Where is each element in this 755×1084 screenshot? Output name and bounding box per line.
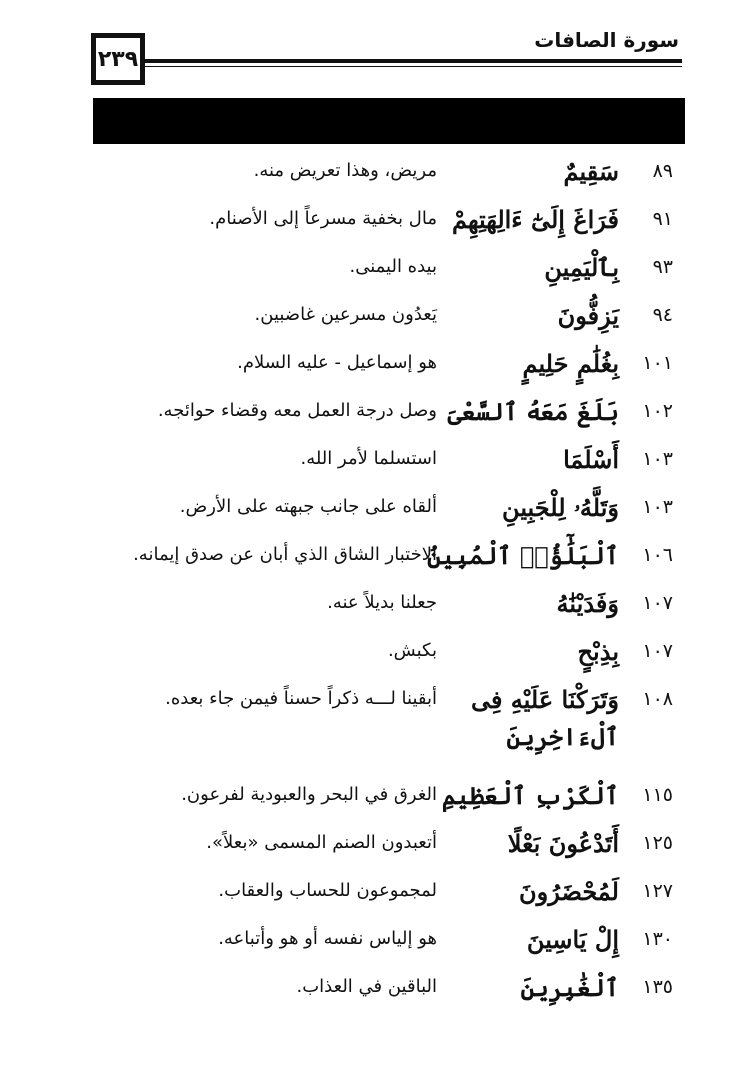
verse-number: ١٠٦ — [642, 544, 673, 566]
verse-number: ١٠٣ — [642, 448, 673, 470]
quran-word: أَسْلَمَا — [563, 445, 619, 474]
page-number: ٢٣٩ — [91, 33, 145, 85]
list-item — [0, 925, 755, 968]
verse-number: ٩٣ — [652, 256, 673, 278]
list-item — [0, 397, 755, 440]
verse-number: ١٠٢ — [642, 400, 673, 422]
word-meaning: مريض، وهذا تعريض منه. — [253, 160, 437, 181]
word-meaning: هو إلياس نفسه أو هو وأتباعه. — [218, 928, 437, 949]
verse-number: ١٠٧ — [642, 640, 673, 662]
quran-word: ٱلْغَٰبِرِينَ — [520, 973, 619, 1002]
quran-word: وَتَلَّهُۥ لِلْجَبِينِ — [502, 493, 619, 522]
word-meaning: بكبش. — [387, 640, 437, 661]
list-item — [0, 877, 755, 920]
list-item — [0, 445, 755, 488]
quran-word: وَفَدَيْنَٰهُ — [556, 589, 619, 618]
quran-word: بِذِبْحٍ — [577, 637, 619, 666]
surah-title: سورة الصافات — [534, 28, 679, 52]
list-item — [0, 685, 755, 768]
quran-word: ٱلْبَلَٰٓؤُا۟ ٱلْمُبِينُ — [427, 541, 619, 570]
quran-word: بِغُلَٰمٍ حَلِيمٍ — [522, 349, 619, 378]
list-item — [0, 349, 755, 392]
word-meaning: الباقين في العذاب. — [296, 976, 437, 997]
list-item — [0, 205, 755, 248]
list-item — [0, 157, 755, 200]
quran-word: ٱلْكَرْبِ ٱلْعَظِيمِ — [441, 781, 619, 810]
verse-number: ١٠٧ — [642, 592, 673, 614]
quran-word: يَزِفُّونَ — [557, 301, 619, 330]
word-meaning: بيده اليمنى. — [349, 256, 437, 277]
verse-number: ١١٥ — [642, 784, 673, 806]
quran-word: بِٱلْيَمِينِ — [544, 253, 619, 282]
verse-number: ١٢٥ — [642, 832, 673, 854]
verse-number: ٨٩ — [652, 160, 673, 182]
verse-number: ١٣٥ — [642, 976, 673, 998]
list-item — [0, 781, 755, 824]
quran-word: بَلَغَ مَعَهُ ٱلسَّعْىَ — [447, 397, 619, 426]
verse-number: ١٠١ — [642, 352, 673, 374]
quran-word: لَمُحْضَرُونَ — [519, 877, 619, 906]
quran-word: أَتَدْعُونَ بَعْلًا — [507, 829, 619, 858]
quran-word: فَرَاغَ إِلَىٰٓ ءَالِهَتِهِمْ — [451, 205, 619, 234]
verse-number: ١٢٧ — [642, 880, 673, 902]
list-item — [0, 493, 755, 536]
word-meaning: الاختبار الشاق الذي أبان عن صدق إيمانه. — [133, 544, 437, 565]
verse-number: ٩١ — [652, 208, 673, 230]
word-meaning: لمجموعون للحساب والعقاب. — [218, 880, 437, 901]
word-meaning: الغرق في البحر والعبودية لفرعون. — [181, 784, 437, 805]
word-meaning: جعلنا بديلاً عنه. — [327, 592, 437, 613]
word-meaning: مال بخفية مسرعاً إلى الأصنام. — [209, 208, 437, 229]
word-meaning: أبقينا لـــه ذكراً حسناً فيمن جاء بعده. — [165, 688, 437, 709]
word-meaning: استسلما لأمر الله. — [300, 448, 437, 469]
list-item — [0, 973, 755, 1016]
word-meaning: أتعبدون الصنم المسمى «بعلاً». — [206, 832, 437, 853]
word-meaning: وصل درجة العمل معه وقضاء حوائجه. — [157, 400, 437, 421]
quran-word: إِلْ يَاسِينَ — [526, 925, 619, 954]
quran-word: وَتَرَكْنَا عَلَيْهِ فِى — [470, 685, 619, 714]
word-meaning: هو إسماعيل - عليه السلام. — [237, 352, 437, 373]
list-item — [0, 829, 755, 872]
verse-number: ١٠٨ — [642, 688, 673, 710]
list-item — [0, 301, 755, 344]
verse-number: ١٣٠ — [642, 928, 673, 950]
word-meaning: يَعدُون مسرعين غاضبين. — [254, 304, 437, 325]
quran-word: سَقِيمٌ — [563, 157, 619, 186]
list-item — [0, 253, 755, 296]
verse-number: ٩٤ — [652, 304, 673, 326]
list-item — [0, 637, 755, 680]
list-item — [0, 589, 755, 632]
list-item — [0, 541, 755, 584]
word-meaning: ألقاه على جانب جبهته على الأرض. — [179, 496, 437, 517]
verse-number: ١٠٣ — [642, 496, 673, 518]
quran-word-continued: ٱلْءَاخِرِينَ — [506, 722, 619, 751]
